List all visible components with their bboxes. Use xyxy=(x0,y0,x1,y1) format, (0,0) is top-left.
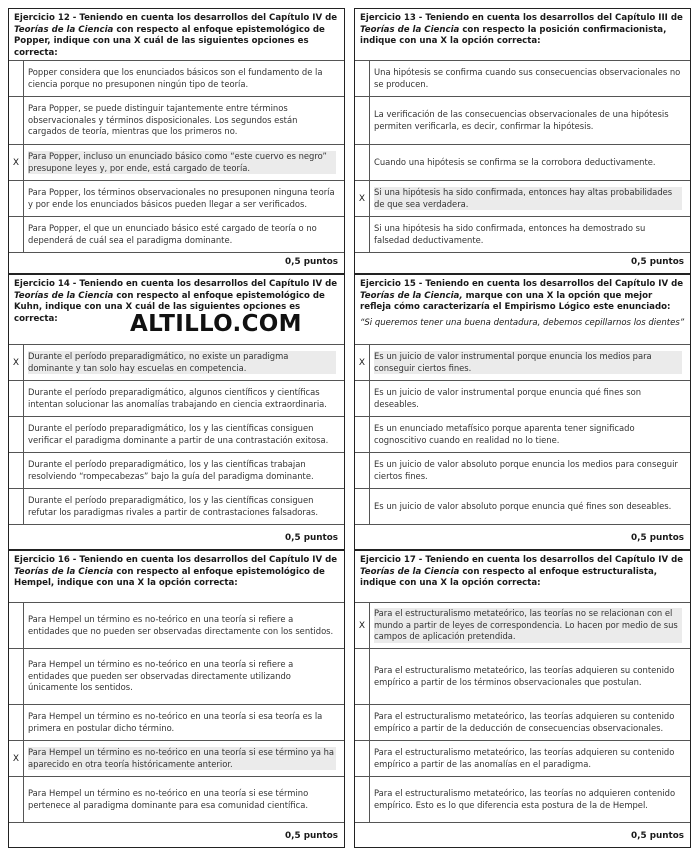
option-text-cell xyxy=(28,489,336,524)
answer-mark-cell[interactable] xyxy=(9,181,24,216)
answer-mark-cell[interactable]: X xyxy=(355,345,370,380)
exercise-15-box xyxy=(354,274,691,550)
watermark-logo: ALTILLO.COM xyxy=(130,311,302,337)
option-text: Es un juicio de valor instrumental porque enuncia qué fines son deseables. xyxy=(374,387,642,409)
option-row[interactable] xyxy=(9,740,344,776)
answer-mark-cell[interactable] xyxy=(355,705,370,740)
answer-mark-cell[interactable] xyxy=(355,217,370,252)
option-text: Para Popper, el que un enunciado básico esté cargado de teoría o no dependerá de cuál sea el paradigma dominante. xyxy=(28,223,317,245)
option-text-cell xyxy=(374,489,682,524)
option-text: Para Hempel un término es no-teórico en una teoría si ese término ya ha aparecido en otra teoría históricamente anterior. xyxy=(28,747,335,769)
book-title: Teorías de la Ciencia xyxy=(14,24,114,35)
option-text: Para el estructuralismo metateórico, las teorías adquieren su contenido empírico a partir de la deducción de consecuencias observacionales. xyxy=(374,711,675,733)
option-row[interactable] xyxy=(355,704,690,740)
answer-mark-cell[interactable]: X xyxy=(355,603,370,648)
option-text-cell xyxy=(28,381,336,416)
option-row[interactable] xyxy=(9,96,344,144)
exercise-heading xyxy=(355,551,690,600)
answer-mark-cell[interactable] xyxy=(9,217,24,252)
heading-text: Ejercicio 17 - Teniendo en cuenta los desarrollos del Capítulo IV de xyxy=(360,555,684,565)
option-text-cell xyxy=(374,705,682,740)
option-text: Durante el período preparadigmático, los y las científicas consiguen verificar el paradigma dominante a partir de una contrastación exitosa. xyxy=(28,423,329,445)
heading-text-cont: con respecto la posición confirmacionista, indique con una X la opción correcta: xyxy=(360,24,667,46)
answer-mark-cell[interactable] xyxy=(355,417,370,452)
heading-text: Ejercicio 12 - Teniendo en cuenta los desarrollos del Capítulo IV de xyxy=(14,13,338,23)
option-row[interactable] xyxy=(355,216,690,252)
option-row[interactable] xyxy=(355,648,690,704)
divider xyxy=(355,252,690,253)
answer-mark-cell[interactable]: X xyxy=(9,741,24,776)
answer-mark-cell[interactable] xyxy=(9,453,24,488)
option-row[interactable] xyxy=(9,216,344,252)
option-text-cell xyxy=(374,145,682,180)
option-row[interactable] xyxy=(355,180,690,216)
option-row[interactable] xyxy=(9,648,344,704)
option-row[interactable] xyxy=(355,144,690,180)
option-text-cell xyxy=(28,181,336,216)
book-title: Teorías de la Ciencia xyxy=(14,290,114,301)
option-text: Para Popper, incluso un enunciado básico como “este cuervo es negro” presupone leyes y, por ende, está cargado de teoría. xyxy=(28,151,336,174)
option-text: Para el estructuralismo metateórico, las teorías adquieren su contenido empírico a partir de las anomalías en el paradigma. xyxy=(374,747,675,769)
option-text: Una hipótesis se confirma cuando sus consecuencias observacionales no se producen. xyxy=(374,67,681,89)
book-title: Teorías de la Ciencia xyxy=(360,24,460,35)
divider xyxy=(355,822,690,823)
book-title: Teorías de la Ciencia xyxy=(14,566,114,577)
option-text: Durante el período preparadigmático, no existe un paradigma dominante y tan solo hay escuelas en competencia. xyxy=(28,351,336,374)
exercise-row xyxy=(8,550,691,848)
option-text-cell xyxy=(374,453,682,488)
option-text: Es un juicio de valor absoluto porque enuncia qué fines son deseables. xyxy=(374,500,672,511)
heading-text-cont: con respecto al enfoque epistemológico de Popper, indique con una X cuál de las siguientes opciones es correcta: xyxy=(14,24,325,58)
exam-sheet xyxy=(8,8,691,848)
answer-mark-cell[interactable] xyxy=(9,649,24,704)
option-text-cell xyxy=(28,649,336,704)
divider xyxy=(9,822,344,823)
option-text: Para Popper, se puede distinguir tajantemente entre términos observacionales y términos disposicionales. Los segundos están cargados de teoría, mientras que los primeros no. xyxy=(28,103,298,137)
exercise-row xyxy=(8,8,691,274)
heading-text: Ejercicio 15 - Teniendo en cuenta los desarrollos del Capítulo IV de xyxy=(360,279,684,289)
option-text: Para Hempel un término es no-teórico en una teoría si esa teoría es la primera en postular dicho término. xyxy=(28,711,323,733)
heading-text: Ejercicio 16 - Teniendo en cuenta los desarrollos del Capítulo IV de xyxy=(14,555,338,565)
exercise-17-box xyxy=(354,550,691,848)
exercise-heading xyxy=(9,551,344,600)
heading-text: Ejercicio 14 - Teniendo en cuenta los desarrollos del Capítulo IV de xyxy=(14,279,338,289)
points-label: 0,5 puntos xyxy=(285,533,338,543)
option-text-cell xyxy=(374,417,682,452)
answer-mark-cell[interactable]: X xyxy=(9,345,24,380)
option-row[interactable] xyxy=(9,380,344,416)
option-row[interactable] xyxy=(355,740,690,776)
option-row[interactable] xyxy=(355,488,690,524)
exercise-12-box xyxy=(8,8,345,274)
option-row[interactable] xyxy=(355,344,690,380)
option-text: Para el estructuralismo metateórico, las teorías no adquieren contenido empírico. Esto es lo que diferencia esta postura de la de Hempel. xyxy=(374,788,676,810)
option-text-cell xyxy=(28,417,336,452)
option-row[interactable] xyxy=(355,96,690,144)
option-text: Para Hempel un término es no-teórico en una teoría si refiere a entidades que no pueden ser observadas directamente con los sentidos. xyxy=(28,614,334,636)
option-text-cell xyxy=(28,61,336,96)
option-text-cell xyxy=(374,603,682,648)
divider xyxy=(9,252,344,253)
answer-mark-cell[interactable] xyxy=(355,97,370,144)
answer-mark-cell[interactable] xyxy=(355,61,370,96)
answer-mark-cell[interactable]: X xyxy=(9,145,24,180)
heading-text-cont: con respecto al enfoque epistemológico de Kuhn, indique con una X cuál de las siguientes opciones es correcta: xyxy=(14,290,325,324)
option-row[interactable] xyxy=(355,452,690,488)
option-text-cell xyxy=(374,649,682,704)
answer-mark-cell[interactable] xyxy=(355,453,370,488)
option-row[interactable] xyxy=(9,488,344,524)
option-text-cell xyxy=(374,741,682,776)
heading-text-cont: con respecto al enfoque estructuralista, indique con una X la opción correcta: xyxy=(360,566,658,588)
option-text: Para Hempel un término es no-teórico en una teoría si refiere a entidades que pueden ser observadas directamente utilizando únicamente los sentidos. xyxy=(28,659,294,693)
option-row[interactable] xyxy=(9,452,344,488)
option-text-cell xyxy=(374,181,682,216)
points-label: 0,5 puntos xyxy=(631,533,684,543)
points-label: 0,5 puntos xyxy=(631,257,684,267)
option-text-cell xyxy=(374,217,682,252)
option-row[interactable] xyxy=(9,416,344,452)
option-text-cell xyxy=(374,777,682,822)
option-text-cell xyxy=(28,97,336,144)
option-row[interactable] xyxy=(355,602,690,648)
heading-text-cont: marque con una X la opción que mejor refleja cómo caracterizaría el Empirismo Lógico este enunciado: xyxy=(360,290,671,312)
option-text: Cuando una hipótesis se confirma se la corrobora deductivamente. xyxy=(374,156,656,167)
answer-mark-cell[interactable] xyxy=(355,145,370,180)
option-row[interactable] xyxy=(9,344,344,380)
divider xyxy=(355,524,690,525)
answer-mark-cell[interactable] xyxy=(9,97,24,144)
option-text: Si una hipótesis ha sido confirmada, entonces hay altas probabilidades de que sea verdadera. xyxy=(374,187,682,210)
answer-mark-cell[interactable] xyxy=(9,705,24,740)
option-row[interactable] xyxy=(9,704,344,740)
option-text-cell xyxy=(28,145,336,180)
exercise-heading xyxy=(9,9,344,58)
option-row[interactable] xyxy=(355,380,690,416)
points-label: 0,5 puntos xyxy=(631,831,684,841)
option-text-cell xyxy=(374,381,682,416)
option-row[interactable] xyxy=(9,60,344,96)
option-text: Durante el período preparadigmático, algunos científicos y científicas intentan solucionar las anomalías trabajando en ciencia extraordinaria. xyxy=(28,387,327,409)
answer-mark-cell[interactable] xyxy=(9,777,24,822)
heading-text-cont: con respecto al enfoque epistemológico de Hempel, indique con una X la opción correcta: xyxy=(14,566,325,588)
option-text-cell xyxy=(28,741,336,776)
option-row[interactable] xyxy=(355,60,690,96)
option-row[interactable] xyxy=(355,776,690,822)
answer-mark-cell[interactable] xyxy=(9,61,24,96)
option-text: La verificación de las consecuencias observacionales de una hipótesis permiten verificarla, es decir, confirmar la hipótesis. xyxy=(374,109,669,131)
option-text-cell xyxy=(374,97,682,144)
answer-mark-cell[interactable] xyxy=(9,603,24,648)
option-text: Para Popper, los términos observacionales no presuponen ninguna teoría y por ende los enunciados básicos pueden llegar a ser verificados. xyxy=(28,187,335,209)
answer-mark-cell[interactable] xyxy=(355,649,370,704)
option-text-cell xyxy=(374,61,682,96)
book-title: Teorías de la Ciencia xyxy=(360,566,460,577)
option-text-cell xyxy=(28,603,336,648)
answer-mark-cell[interactable]: X xyxy=(355,181,370,216)
points-label: 0,5 puntos xyxy=(285,257,338,267)
option-row[interactable] xyxy=(9,180,344,216)
option-row[interactable] xyxy=(9,144,344,180)
option-text-cell xyxy=(28,453,336,488)
answer-mark-cell[interactable] xyxy=(9,381,24,416)
option-text-cell xyxy=(28,777,336,822)
answer-mark-cell[interactable] xyxy=(355,741,370,776)
divider xyxy=(9,524,344,525)
exercise-heading xyxy=(355,9,690,58)
points-label: 0,5 puntos xyxy=(285,831,338,841)
option-text: Para el estructuralismo metateórico, las teorías no se relacionan con el mundo a partir de leyes de correspondencia. Lo hacen por medio de sus campos de aplicación pretendida. xyxy=(374,608,682,642)
exercise-row xyxy=(8,274,691,550)
answer-mark-cell[interactable] xyxy=(355,381,370,416)
option-text: Para Hempel un término es no-teórico en una teoría si ese término pertenece al paradigma dominante para esa comunidad científica. xyxy=(28,788,309,810)
option-text: Para el estructuralismo metateórico, las teorías adquieren su contenido empírico a partir de los términos observacionales que postulan. xyxy=(374,665,675,687)
option-text: Si una hipótesis ha sido confirmada, entonces ha demostrado su falsedad deductivamente. xyxy=(374,223,646,245)
option-text-cell xyxy=(28,705,336,740)
exercise-13-box xyxy=(354,8,691,274)
exercise-16-box xyxy=(8,550,345,848)
option-row[interactable] xyxy=(9,776,344,822)
option-row[interactable] xyxy=(355,416,690,452)
heading-text: Ejercicio 13 - Teniendo en cuenta los desarrollos del Capítulo III de xyxy=(360,13,683,23)
option-text: Durante el período preparadigmático, los y las científicas trabajan resolviendo “rompecabezas” bajo la guía del paradigma dominante. xyxy=(28,459,314,481)
option-row[interactable] xyxy=(9,602,344,648)
exercise-heading xyxy=(355,275,690,328)
option-text-cell xyxy=(28,345,336,380)
answer-mark-cell[interactable] xyxy=(355,777,370,822)
book-title: Teorías de la Ciencia, xyxy=(360,290,463,301)
option-text: Popper considera que los enunciados básicos son el fundamento de la ciencia porque no presuponen ningún tipo de teoría. xyxy=(28,67,323,89)
option-text: Durante el período preparadigmático, los y las científicas consiguen refutar los paradigmas rivales a partir de contrastaciones falsadoras. xyxy=(28,495,319,517)
option-text: Es un juicio de valor instrumental porque enuncia los medios para conseguir ciertos fines. xyxy=(374,351,682,374)
quoted-statement: “Si queremos tener una buena dentadura, debemos cepillarnos los dientes” xyxy=(360,317,685,328)
option-text: Es un juicio de valor absoluto porque enuncia los medios para conseguir ciertos fines. xyxy=(374,459,678,481)
answer-mark-cell[interactable] xyxy=(9,417,24,452)
answer-mark-cell[interactable] xyxy=(9,489,24,524)
option-text-cell xyxy=(374,345,682,380)
option-text-cell xyxy=(28,217,336,252)
answer-mark-cell[interactable] xyxy=(355,489,370,524)
option-text: Es un enunciado metafísico porque aparenta tener significado cognoscitivo cuando en realidad no lo tiene. xyxy=(374,423,635,445)
